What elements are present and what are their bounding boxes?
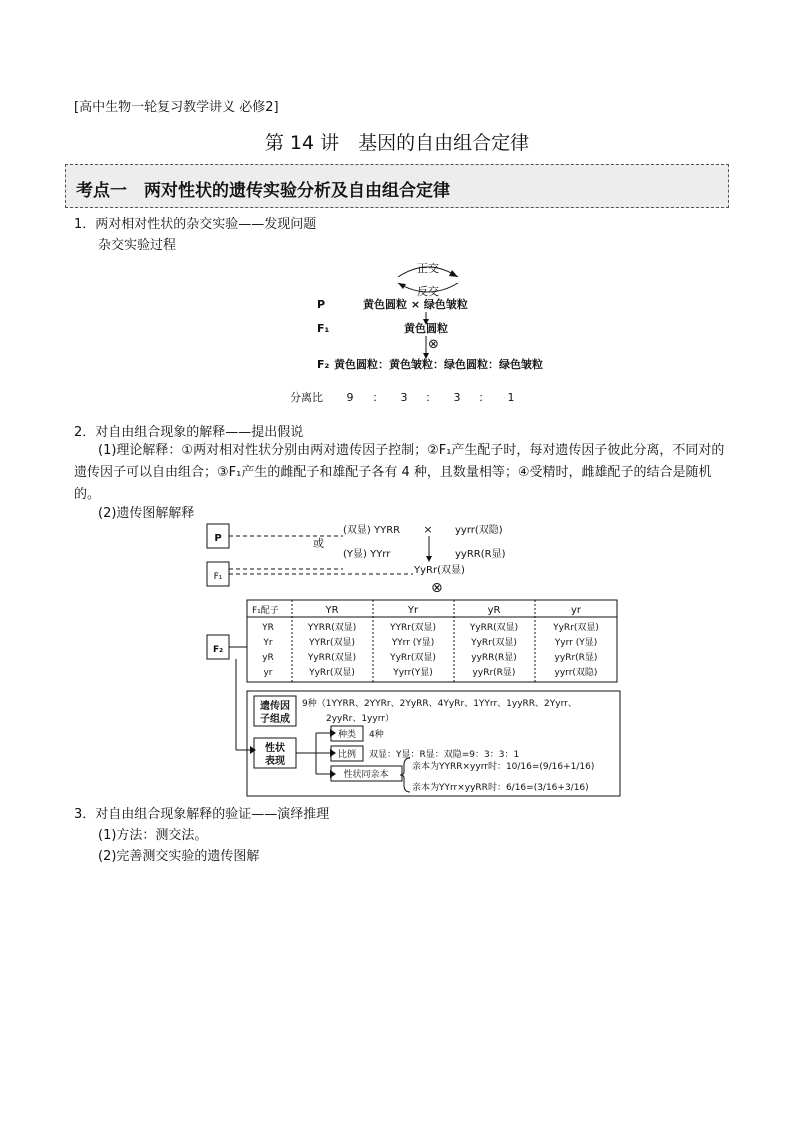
table-cell: YyRR(双显) <box>469 623 519 633</box>
p2-right: yyRR(R显) <box>455 549 506 560</box>
table-header-cell: F₁配子 <box>252 606 279 616</box>
ratio-item: ： <box>478 391 490 404</box>
table-cell: yyRr(R显) <box>472 668 516 678</box>
table-header-cell: YR <box>325 605 339 616</box>
table-cell: yR <box>262 653 274 663</box>
f2-box-label: F₂ <box>212 645 224 655</box>
kind-arrowhead <box>330 729 336 737</box>
trait-box-line: 性状 <box>265 743 285 754</box>
page-header: [高中生物一轮复习教学讲义 必修2] <box>74 100 279 115</box>
f2-arrowhead <box>250 746 256 754</box>
genetic-diagram <box>0 520 794 800</box>
ratio-label: 分离比 <box>290 391 323 404</box>
s2-theory: (1)理论解释：①两对相对性状分别由两对遗传因子控制；②F₁产生配子时，每对遗传因子彼此分离，不同对的遗传因子可以自由组合；③F₁产生的雌配子和雄配子各有 4 种，且数量相等；④受精时，雌雄配子的结合是随机的。 <box>74 443 725 502</box>
page-title: 第 14 讲 基因的自由组合定律 <box>264 132 530 154</box>
self-symbol: ⊗ <box>428 337 439 352</box>
s3-method: (1)方法：测交法。 <box>98 828 208 843</box>
ratio-arrowhead <box>330 749 336 757</box>
kind-label: 种类 <box>337 730 357 740</box>
s3-complete: (2)完善测交实验的遗传图解 <box>98 849 260 864</box>
table-cell: yyRr(R显) <box>554 653 598 663</box>
f1-box-label: F₁ <box>213 572 223 582</box>
table-cell: YYRr(双显) <box>309 638 355 648</box>
cross-sign: × <box>423 523 433 536</box>
s1-heading: 1．两对相对性状的杂交实验——发现问题 <box>74 217 317 232</box>
table-cell: YyRR(双显) <box>307 653 357 663</box>
trait-box-line: 表现 <box>265 756 285 767</box>
self-symbol: ⊗ <box>431 580 443 596</box>
s3-heading: 3．对自由组合现象解释的验证——演绎推理 <box>74 807 330 822</box>
table-cell: YYrr (Y显) <box>391 638 435 648</box>
gene-text-line2: 2yyRr、1yyrr） <box>326 714 394 724</box>
section-title: 考点一 两对性状的遗传实验分析及自由组合定律 <box>76 181 450 201</box>
table-cell: Yr <box>263 638 273 648</box>
zhengjiao-label: 正交 <box>417 262 439 275</box>
zhengjiao-arrowhead <box>449 270 458 277</box>
cross-arrowhead <box>426 556 432 562</box>
cross-diagram <box>0 255 794 405</box>
table-cell: yr <box>263 668 273 678</box>
table-cell: YYRr(双显) <box>390 623 436 633</box>
table-cell: yyRR(R显) <box>471 653 517 663</box>
table-header-cell: yr <box>570 605 582 616</box>
ratio-label: 比例 <box>337 750 357 760</box>
table-cell: YR <box>262 623 274 633</box>
table-cell: YyRr(双显) <box>553 623 599 633</box>
table-cell: yyrr(双隐) <box>554 668 598 678</box>
table-cell: YyRr(双显) <box>471 638 517 648</box>
ratio-value: 双显：Y显：R显：双隐=9：3：3：1 <box>369 750 520 760</box>
p-box-label: P <box>214 533 222 544</box>
f2-label: F₂ <box>317 358 330 371</box>
section-banner <box>65 164 729 208</box>
table-cell: YyRr(双显) <box>309 668 355 678</box>
fanjiao-label: 反交 <box>417 285 439 298</box>
s2-diagram-title: (2)遗传图解解释 <box>98 506 195 521</box>
kind-value: 4种 <box>369 730 384 740</box>
same-line2: 亲本为YYrr×yyRR时：6/16=(3/16+3/16) <box>412 783 589 793</box>
same-arrowhead <box>330 770 336 778</box>
fanjiao-arrowhead <box>398 283 406 289</box>
ratio-item: 1 <box>507 391 515 404</box>
table-header-cell: yR <box>487 605 501 616</box>
table-cell: Yyrr(Y显) <box>393 668 433 678</box>
table-cell: Yyrr (Y显) <box>554 638 598 648</box>
ratio-item: ： <box>425 391 437 404</box>
gene-box-line: 遗传因 <box>260 701 290 712</box>
p-label: P <box>317 298 326 311</box>
ratio-item: 9 <box>346 391 354 404</box>
ratio-item: 3 <box>453 391 461 404</box>
f1-label: F₁ <box>317 322 330 335</box>
same-line1: 亲本为YYRR×yyrr时：10/16=(9/16+1/16) <box>412 762 595 772</box>
gene-text-line1: 9种（1YYRR、2YYRr、2YyRR、4YyRr、1YYrr、1yyRR、2Yyrr、 <box>302 699 577 709</box>
s2-heading: 2．对自由组合现象的解释——提出假说 <box>74 425 304 440</box>
p-text: 黄色圆粒 × 绿色皱粒 <box>363 298 468 311</box>
f2-text: 黄色圆粒：黄色皱粒：绿色圆粒：绿色皱粒 <box>334 358 543 371</box>
or-label: 或 <box>313 537 324 550</box>
table-cell: YyRr(双显) <box>390 653 436 663</box>
s1-sub: 杂交实验过程 <box>98 238 177 253</box>
table-cell: YYRR(双显) <box>307 623 357 633</box>
p2-left: (Y显) YYrr <box>343 549 391 560</box>
f1-text: 黄色圆粒 <box>404 322 448 335</box>
table-header-cell: Yr <box>407 605 419 616</box>
ratio-item: 3 <box>400 391 408 404</box>
same-label: 性状同亲本 <box>343 770 389 780</box>
f1-genotype: YyRr(双显) <box>414 565 465 576</box>
p1-right: yyrr(双隐) <box>455 525 503 536</box>
p1-left: (双显) YYRR <box>343 525 401 536</box>
same-brace <box>400 758 410 792</box>
ratio-item: ： <box>372 391 384 404</box>
gene-box-line: 子组成 <box>260 714 290 725</box>
